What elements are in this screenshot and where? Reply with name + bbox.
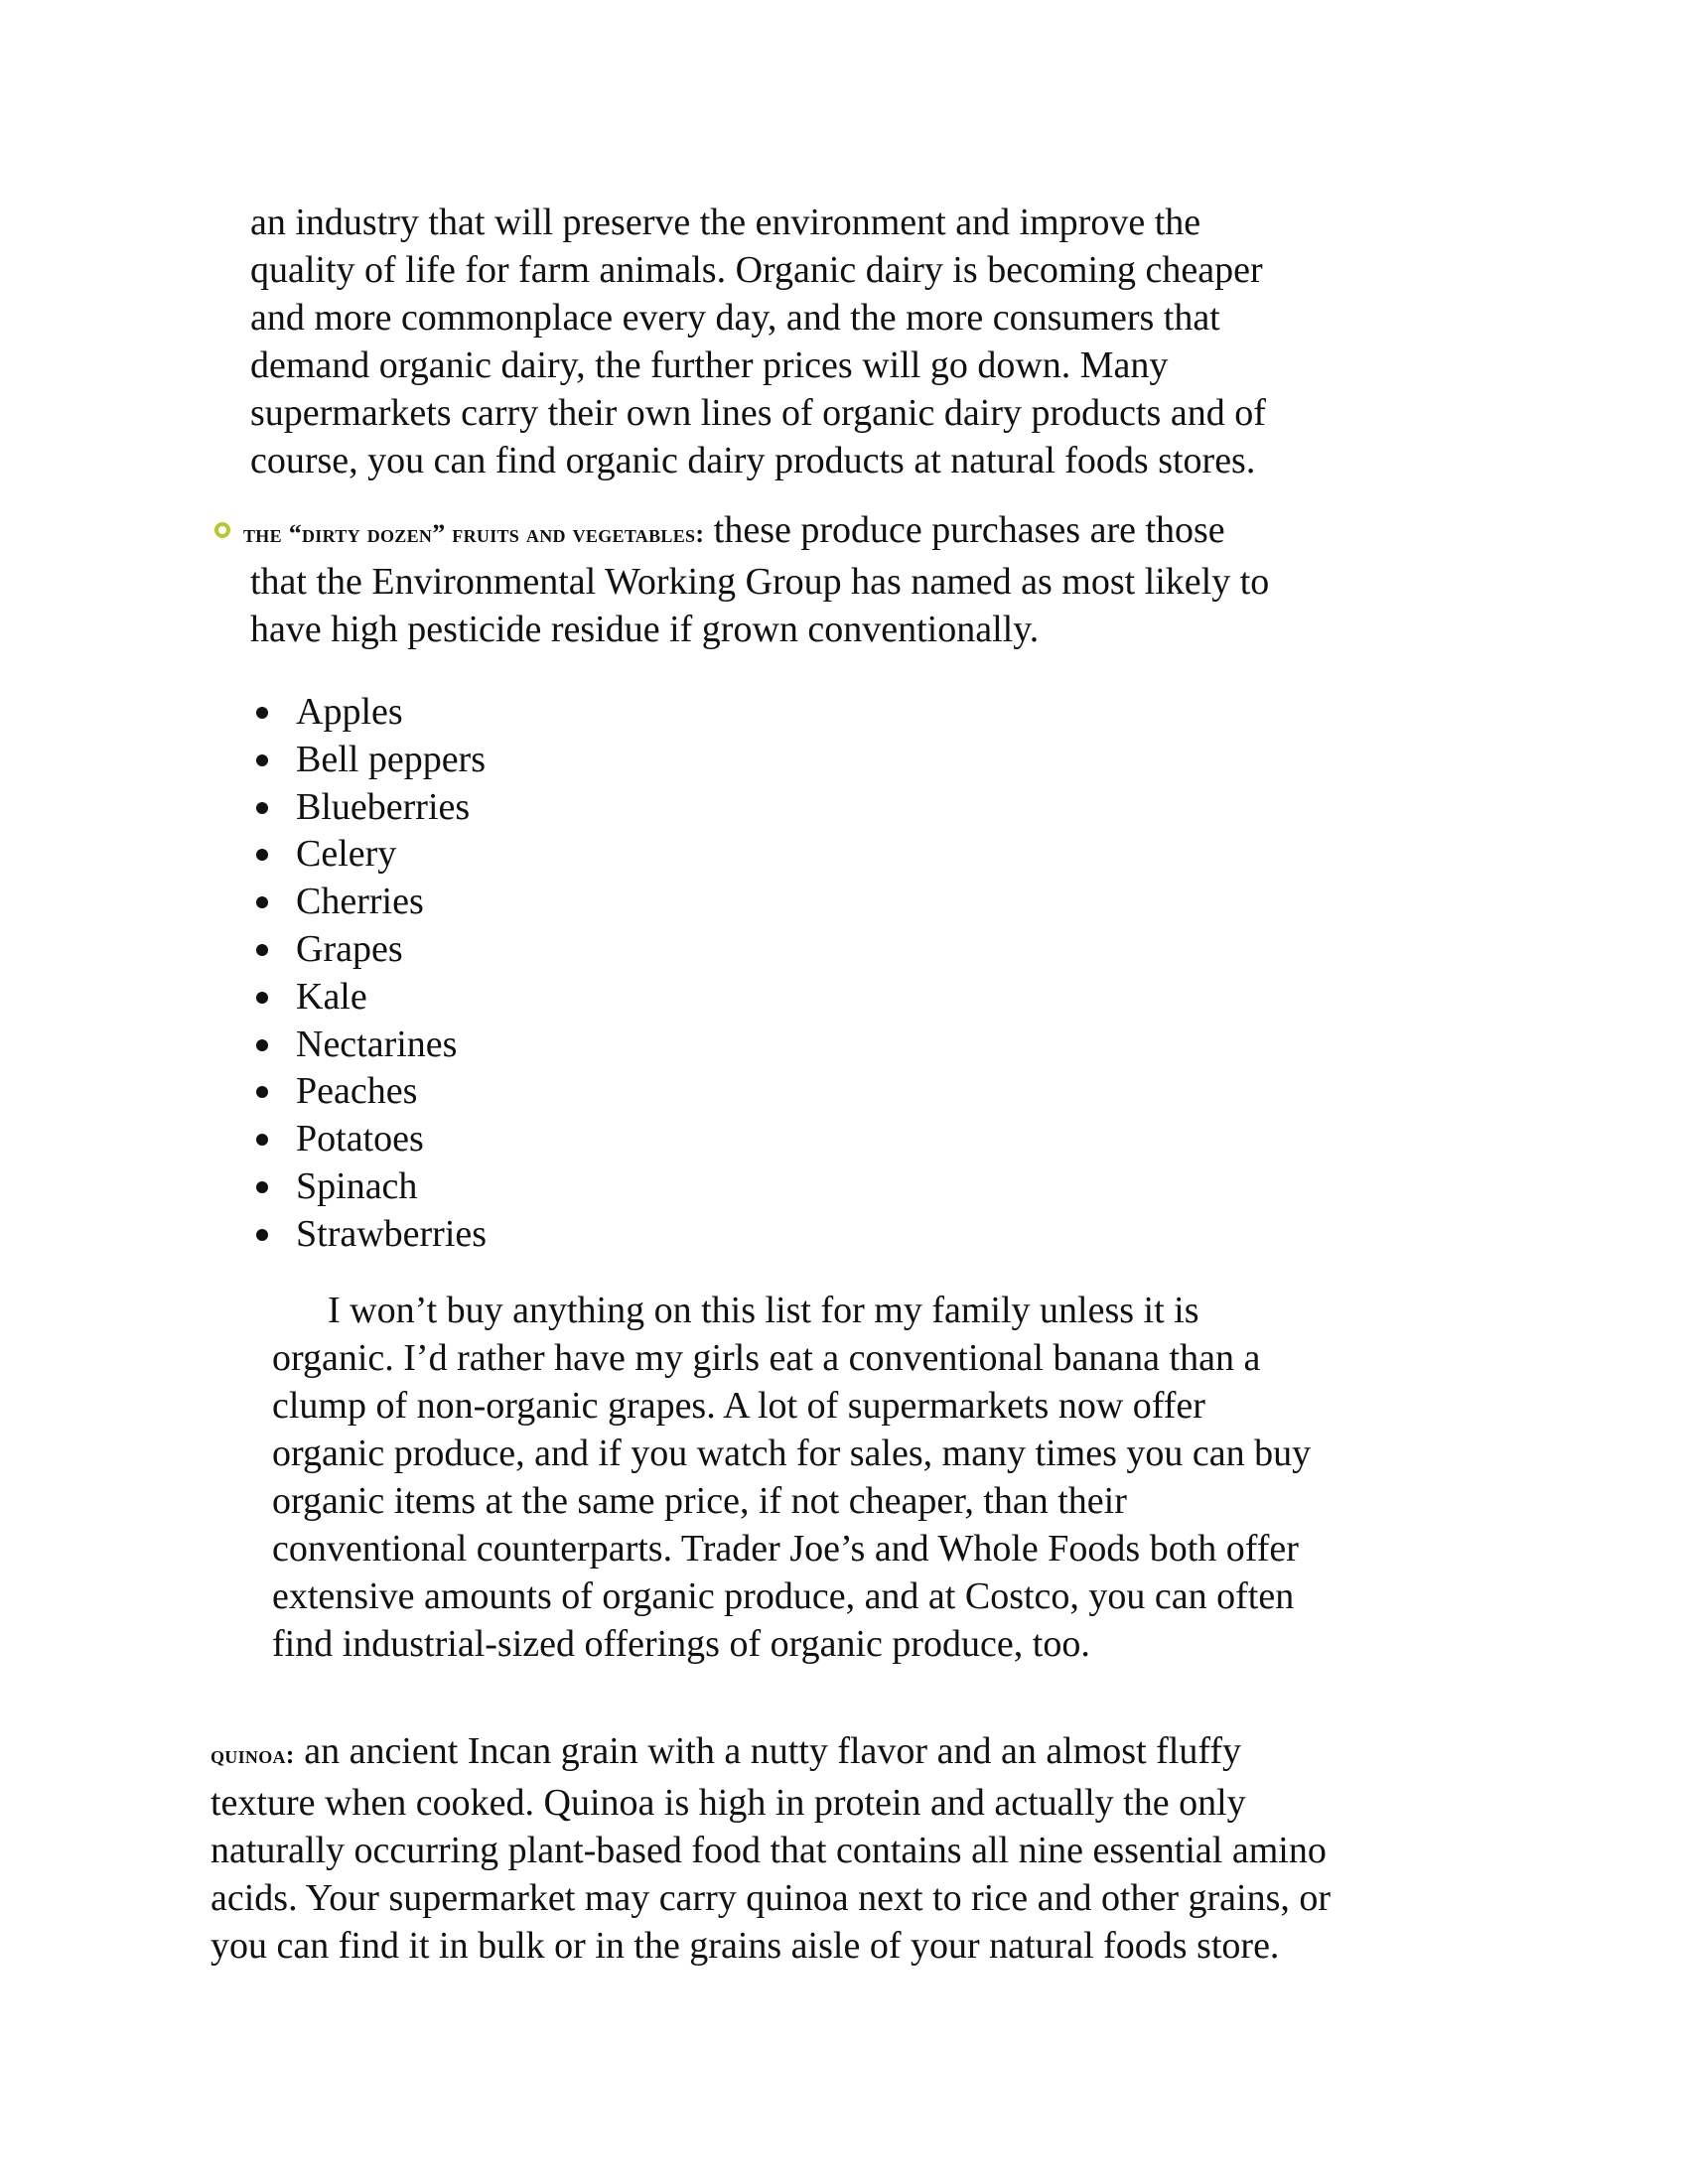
list-item <box>254 1163 949 1211</box>
text-line: that the Environmental Working Group has named as most likely to <box>250 561 1270 603</box>
list-item <box>254 737 949 784</box>
text-line: and more commonplace every day, and the more consumers that <box>250 297 1220 339</box>
text-line: supermarkets carry their own lines of organic dairy products and of <box>250 392 1266 434</box>
list-item <box>254 689 949 737</box>
dirty-dozen-entry <box>214 506 1446 653</box>
bullet-icon <box>256 754 268 766</box>
bullet-icon <box>256 1039 268 1051</box>
bullet-icon <box>256 1134 268 1146</box>
list-item <box>254 1211 949 1259</box>
text-line: these produce purchases are those <box>704 509 1225 551</box>
dirty-dozen-list <box>254 689 949 1259</box>
list-item-label: Apples <box>296 691 403 733</box>
list-item-label: Kale <box>296 975 367 1018</box>
text-line: organic items at the same price, if not cheaper, than their <box>272 1480 1127 1522</box>
text-line: naturally occurring plant-based food that contains all nine essential amino <box>211 1830 1327 1871</box>
list-item <box>254 879 949 926</box>
text-line: organic. I’d rather have my girls eat a conventional banana than a <box>272 1337 1261 1379</box>
list-item <box>254 1022 949 1069</box>
text-line: you can find it in bulk or in the grains aisle of your natural foods store. <box>211 1925 1280 1967</box>
list-item-label: Blueberries <box>296 785 471 828</box>
text-line: demand organic dairy, the further prices will go down. Many <box>250 344 1169 386</box>
bullet-icon <box>256 1229 268 1241</box>
text-line: have high pesticide residue if grown conventionally. <box>250 609 1040 650</box>
list-item <box>254 1068 949 1116</box>
list-item-label: Nectarines <box>296 1023 458 1065</box>
list-item-label: Celery <box>296 833 397 876</box>
bullet-icon <box>256 896 268 908</box>
text-line: I won’t buy anything on this list for my family unless it is <box>328 1290 1199 1331</box>
list-item <box>254 831 949 879</box>
bullet-icon <box>256 1181 268 1193</box>
list-item-label: Strawberries <box>296 1212 488 1255</box>
list-item-label: Spinach <box>296 1164 418 1207</box>
quinoa-entry <box>211 1727 1462 1970</box>
quinoa-first-line <box>211 1727 1462 1779</box>
list-item <box>254 784 949 832</box>
bullet-icon <box>256 707 268 719</box>
list-item-label: Bell peppers <box>296 738 487 780</box>
text-line: course, you can find organic dairy products at natural foods stores. <box>250 440 1256 481</box>
list-item-label: Grapes <box>296 927 403 970</box>
bullet-icon <box>256 944 268 956</box>
text-line: acids. Your supermarket may carry quinoa next to rice and other grains, or <box>211 1877 1332 1919</box>
list-item-label: Cherries <box>296 881 424 923</box>
quinoa-heading: quinoa: <box>211 1740 295 1769</box>
list-item <box>254 926 949 974</box>
list-item-label: Peaches <box>296 1070 418 1113</box>
text-line: conventional counterparts. Trader Joe’s and Whole Foods both offer <box>272 1528 1299 1570</box>
text-line: clump of non-organic grapes. A lot of supermarkets now offer <box>272 1385 1205 1427</box>
list-item <box>254 1116 949 1163</box>
bullet-icon <box>256 992 268 1004</box>
bullet-icon <box>256 1086 268 1098</box>
text-line: organic produce, and if you watch for sales, many times you can buy <box>272 1433 1312 1474</box>
dirty-dozen-heading: the “dirty dozen” fruits and vegetables: <box>243 519 705 548</box>
list-item-label: Potatoes <box>296 1118 424 1160</box>
bullet-icon <box>256 802 268 814</box>
text-line: an ancient Incan grain with a nutty flavor and an almost fluffy <box>294 1730 1241 1772</box>
organic-dairy-paragraph <box>250 199 1442 484</box>
text-line: find industrial-sized offerings of organic produce, too. <box>272 1623 1090 1665</box>
text-line: extensive amounts of organic produce, and at Costco, you can often <box>272 1575 1295 1617</box>
list-item <box>254 974 949 1022</box>
text-line: texture when cooked. Quinoa is high in protein and actually the only <box>211 1782 1246 1824</box>
green-circle-bullet-icon <box>214 522 230 538</box>
dirty-dozen-first-line <box>214 506 1446 558</box>
commentary-paragraph <box>272 1287 1444 1668</box>
text-line: an industry that will preserve the environment and improve the <box>250 202 1201 243</box>
text-line: quality of life for farm animals. Organic dairy is becoming cheaper <box>250 249 1263 291</box>
bullet-icon <box>256 849 268 861</box>
